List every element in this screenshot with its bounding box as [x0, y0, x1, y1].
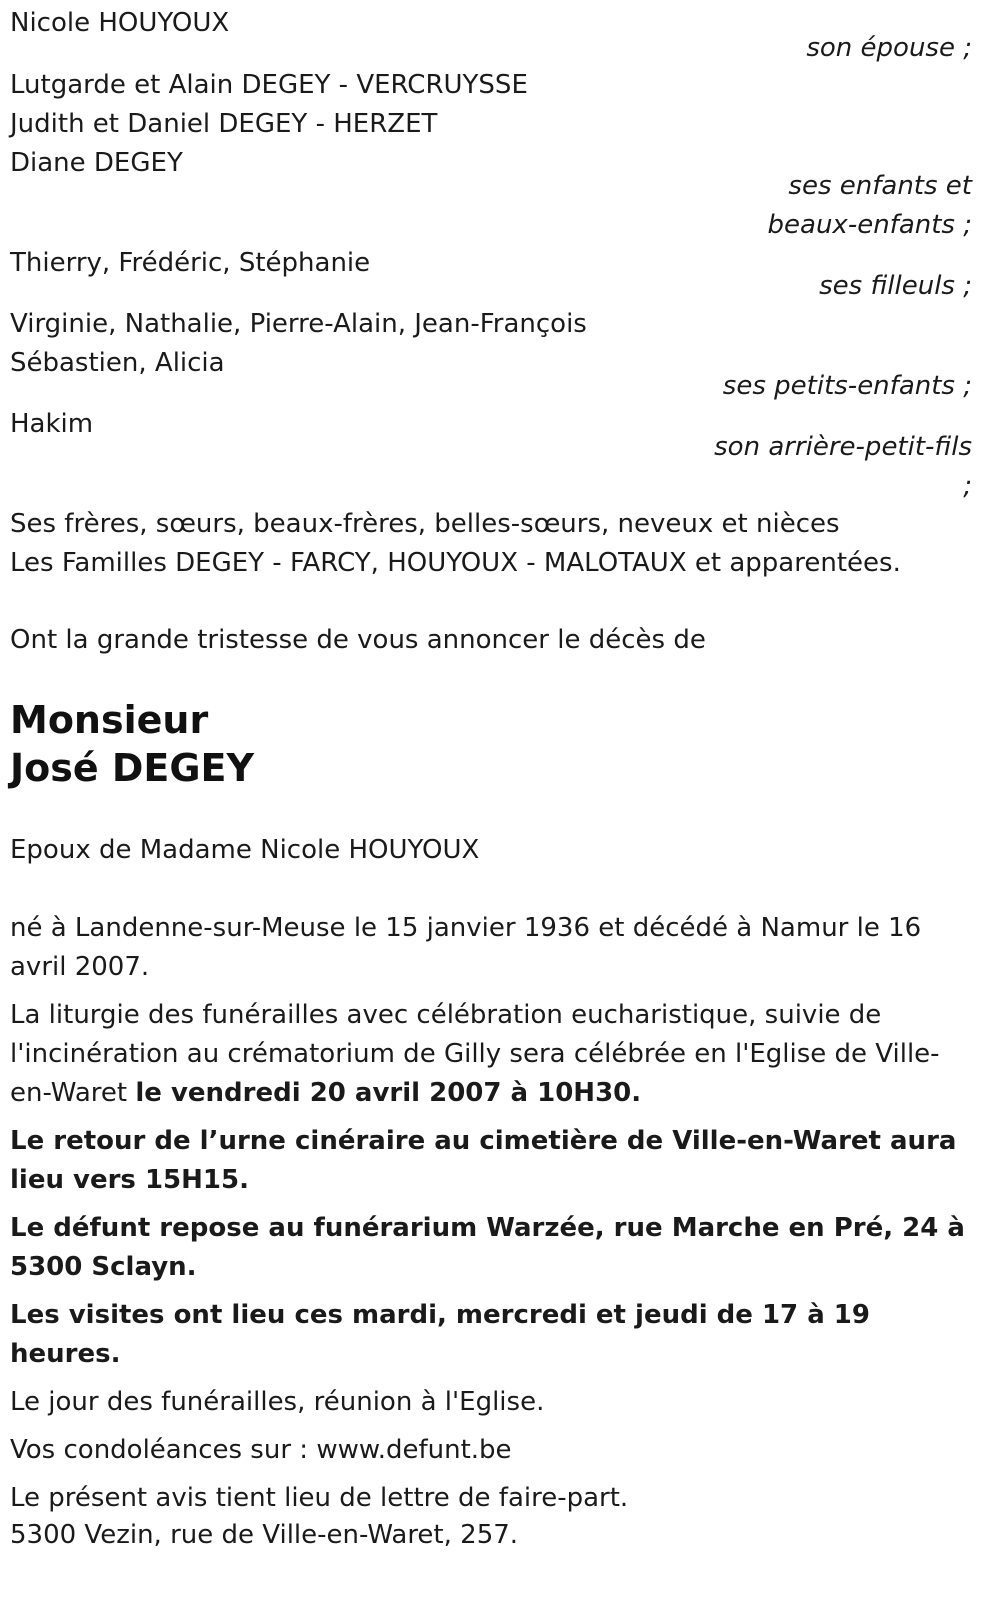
grandchildren-role: ses petits-enfants ; [722, 371, 972, 401]
deceased-title: Monsieur [10, 698, 209, 742]
liturgy-paragraph [10, 996, 972, 1113]
godchildren: Thierry, Frédéric, Stéphanie [10, 248, 371, 278]
relatives-line2: Les Familles DEGEY - FARCY, HOUYOUX - MALOTAUX et apparentées. [10, 548, 901, 578]
great-grandchild-role-line1: son arrière-petit-fils [714, 432, 972, 462]
child-1: Lutgarde et Alain DEGEY - VERCRUYSSE [10, 70, 528, 100]
urn-return: Le retour de l’urne cinéraire au cimetière de Ville-en-Waret aura lieu vers 15H15. [10, 1126, 957, 1195]
deceased-name-block [10, 696, 254, 792]
visits: Les visites ont lieu ces mardi, mercredi et jeudi de 17 à 19 heures. [10, 1300, 870, 1369]
spouse-name: Nicole HOUYOUX [10, 8, 230, 38]
deceased-name: José DEGEY [10, 746, 255, 790]
spouse-role: son épouse ; [806, 33, 972, 63]
child-3: Diane DEGEY [10, 148, 183, 178]
notice: Le présent avis tient lieu de lettre de faire-part. [10, 1483, 629, 1513]
liturgy-date: le vendredi 20 avril 2007 à 10H30. [135, 1078, 642, 1108]
godchildren-role: ses filleuls ; [819, 271, 972, 301]
great-grandchild-role-line2: ; [963, 471, 972, 501]
children-role-line2: beaux-enfants ; [767, 210, 972, 240]
repose: Le défunt repose au funérarium Warzée, rue Marche en Pré, 24 à 5300 Sclayn. [10, 1213, 965, 1282]
liturgy-text: La liturgie des funérailles avec célébration eucharistique, suivie de l'incinération au crématorium de Gilly sera célébrée en l'Eglise de Ville-en-Waret [10, 1000, 940, 1108]
announcement: Ont la grande tristesse de vous annoncer le décès de [10, 625, 706, 655]
spouse-of: Epoux de Madame Nicole HOUYOUX [10, 835, 480, 865]
gathering: Le jour des funérailles, réunion à l'Eglise. [10, 1387, 545, 1417]
details-section [10, 909, 972, 1518]
grandchildren-line1: Virginie, Nathalie, Pierre-Alain, Jean-François [10, 309, 587, 339]
children-role-line1: ses enfants et [788, 171, 972, 201]
relatives-line1: Ses frères, sœurs, beaux-frères, belles-sœurs, neveux et nièces [10, 509, 840, 539]
child-2: Judith et Daniel DEGEY - HERZET [10, 109, 438, 139]
birth-death: né à Landenne-sur-Meuse le 15 janvier 1936 et décédé à Namur le 16 avril 2007. [10, 913, 922, 982]
condolences: Vos condoléances sur : www.defunt.be [10, 1435, 512, 1465]
grandchildren-line2: Sébastien, Alicia [10, 348, 225, 378]
great-grandchild: Hakim [10, 409, 94, 439]
address: 5300 Vezin, rue de Ville-en-Waret, 257. [10, 1520, 519, 1550]
